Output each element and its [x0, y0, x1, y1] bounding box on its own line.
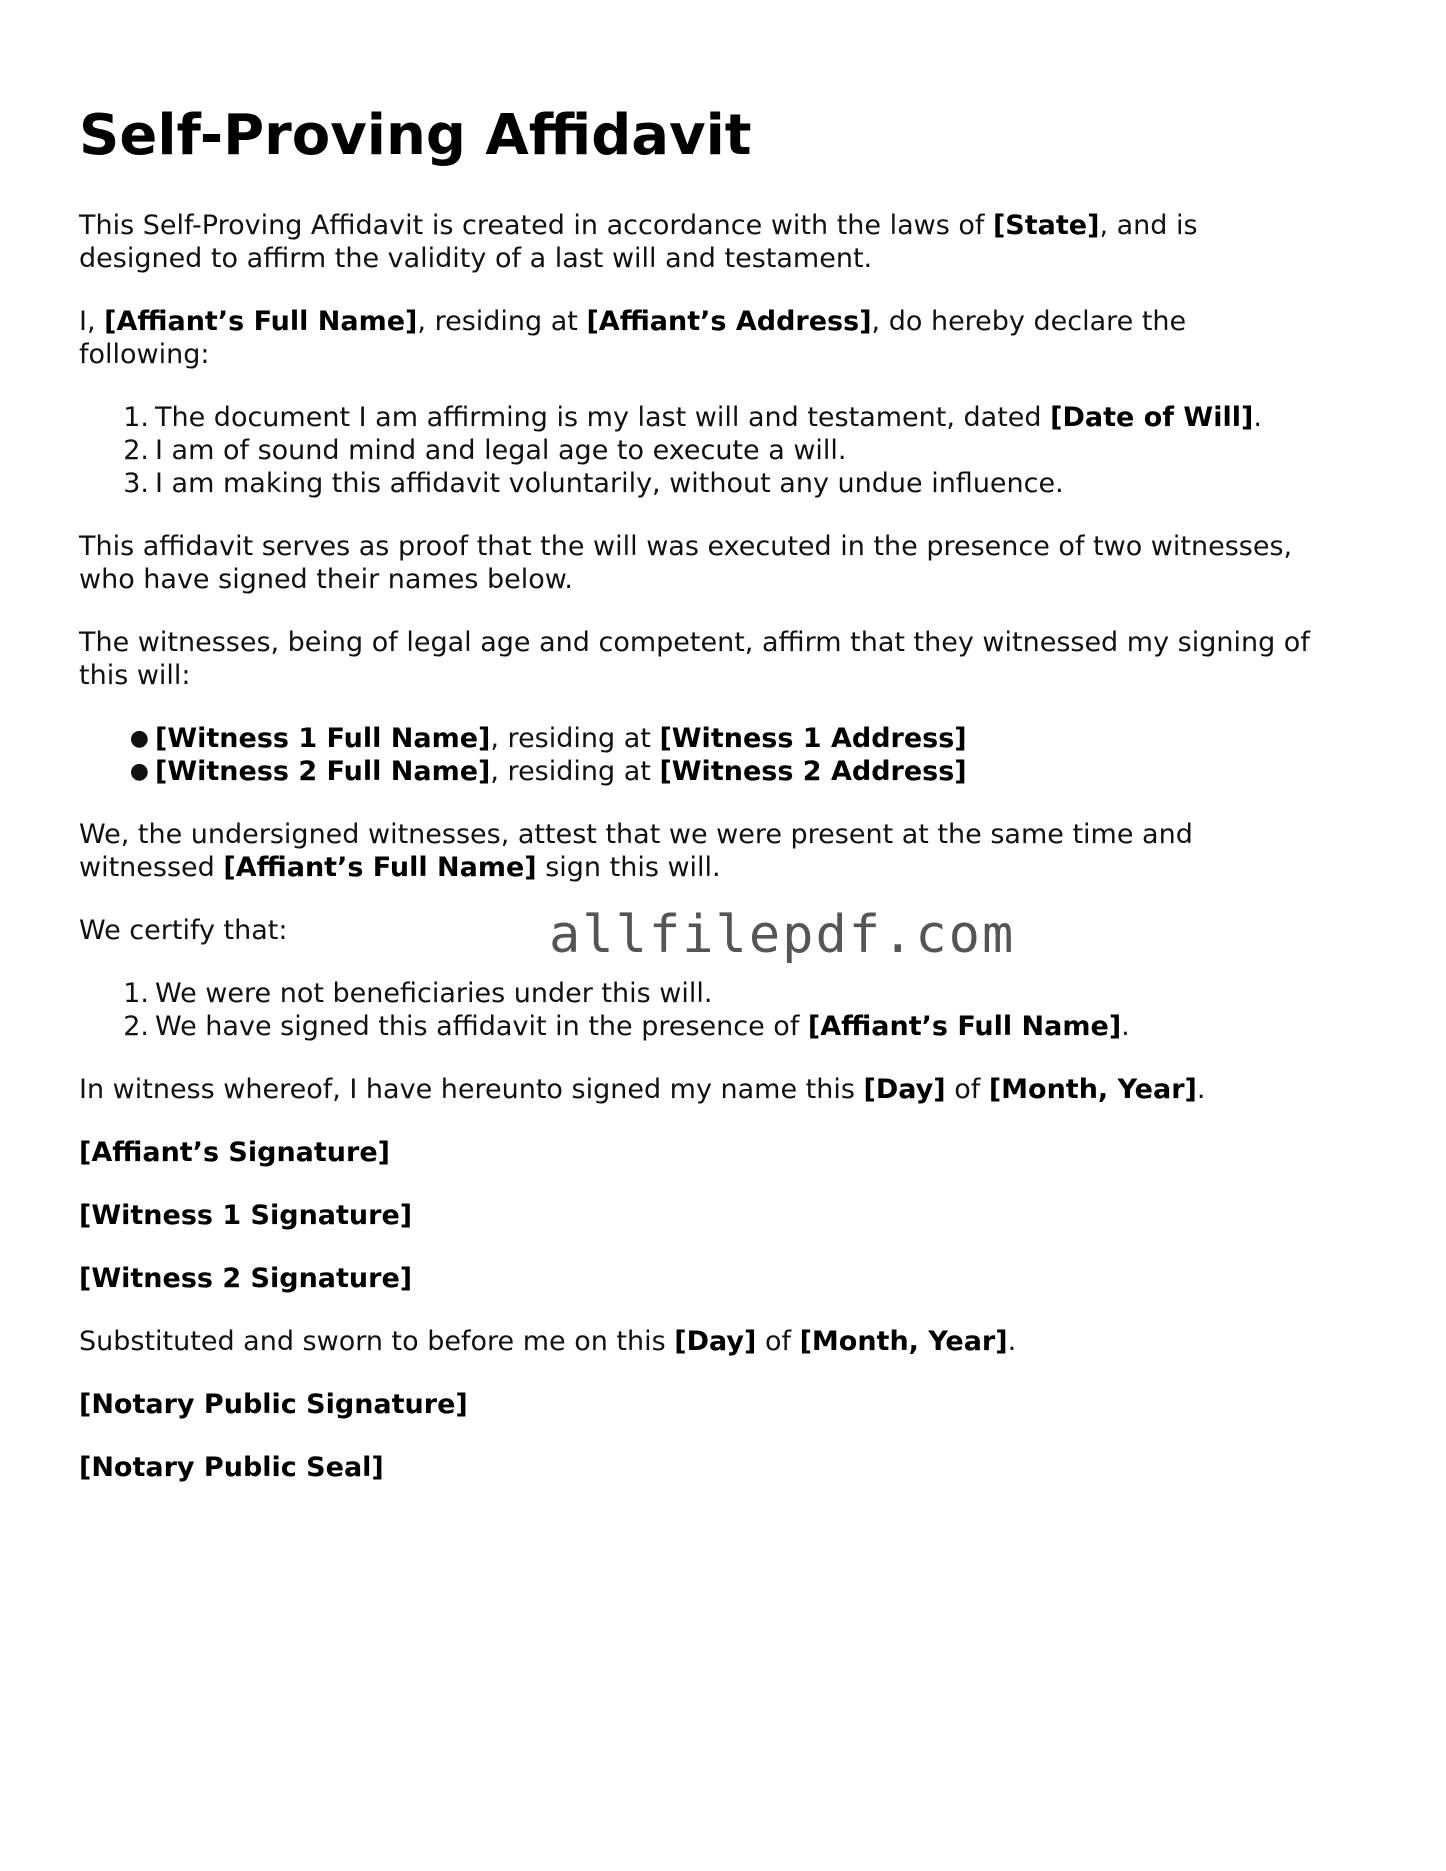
month-year-placeholder: [Month, Year]	[799, 1326, 1008, 1357]
notary-seal	[79, 1451, 384, 1485]
list-item	[113, 467, 1064, 501]
watermark: allfilepdf.com	[549, 905, 1016, 965]
sworn-line	[79, 1325, 1016, 1359]
month-year-placeholder: [Month, Year]	[988, 1074, 1197, 1105]
list-item-text: The document I am affirming is my last will and testament, dated	[155, 402, 1051, 433]
declaration-text: , do hereby declare the	[871, 306, 1187, 337]
list-item-text: I am making this affidavit voluntarily, without any undue influence.	[155, 468, 1064, 499]
bullet-icon: ●	[129, 726, 149, 751]
affiant-signature-placeholder: [Affiant’s Signature]	[79, 1137, 390, 1168]
notary-signature-placeholder: [Notary Public Signature]	[79, 1389, 468, 1420]
affiant-address-placeholder: [Affiant’s Address]	[586, 306, 872, 337]
day-placeholder: [Day]	[863, 1074, 946, 1105]
sworn-text: Substituted and sworn to before me on this	[79, 1326, 675, 1357]
witness2-signature-placeholder: [Witness 2 Signature]	[79, 1263, 413, 1294]
witness-text: , residing at	[490, 756, 660, 787]
attest-text: witnessed	[79, 852, 224, 883]
declaration-text: I,	[79, 306, 105, 337]
declaration-text: , residing at	[417, 306, 587, 337]
declaration-line1	[79, 305, 1186, 339]
list-item	[113, 434, 847, 468]
notary-seal-placeholder: [Notary Public Seal]	[79, 1452, 384, 1483]
state-placeholder: [State]	[992, 210, 1100, 241]
witness2-signature	[79, 1262, 412, 1296]
witness-list-item	[113, 755, 967, 791]
intro-paragraph-line1	[79, 209, 1198, 243]
list-marker: 2.	[123, 1011, 149, 1042]
list-item-text: We were not beneficiaries under this will.	[155, 978, 713, 1009]
list-item-text: We have signed this affidavit in the presence of	[155, 1011, 808, 1042]
affiant-signature	[79, 1136, 390, 1170]
list-marker: 3.	[123, 468, 149, 499]
witness-list-item	[113, 722, 967, 758]
affiant-name-placeholder: [Affiant’s Full Name]	[807, 1011, 1122, 1042]
witness2-name-placeholder: [Witness 2 Full Name]	[155, 756, 491, 787]
whereof-text: .	[1196, 1074, 1206, 1105]
witness-intro-line2: this will:	[79, 660, 191, 691]
proof-line1: This affidavit serves as proof that the will was executed in the presence of two witnesses,	[79, 531, 1293, 562]
whereof-text: In witness whereof, I have hereunto signed my name this	[79, 1074, 864, 1105]
sworn-text: .	[1007, 1326, 1017, 1357]
witness-text: , residing at	[490, 723, 660, 754]
witness1-name-placeholder: [Witness 1 Full Name]	[155, 723, 491, 754]
notary-signature	[79, 1388, 468, 1422]
intro-text: This Self-Proving Affidavit is created in accordance with the laws of	[79, 210, 993, 241]
sworn-text: of	[756, 1326, 800, 1357]
intro-paragraph-line2: designed to affirm the validity of a last will and testament.	[79, 243, 873, 274]
affiant-name-placeholder: [Affiant’s Full Name]	[104, 306, 418, 337]
proof-line2: who have signed their names below.	[79, 564, 573, 595]
whereof-line	[79, 1073, 1205, 1107]
bullet-icon: ●	[129, 759, 149, 784]
certify-list-item	[113, 1010, 1130, 1044]
list-item-tail: .	[1121, 1011, 1130, 1042]
day-placeholder: [Day]	[674, 1326, 757, 1357]
attest-line2	[79, 851, 721, 885]
witness-intro-line1: The witnesses, being of legal age and competent, affirm that they witnessed my signing of	[79, 627, 1310, 658]
witness1-signature-placeholder: [Witness 1 Signature]	[79, 1200, 413, 1231]
attest-line1: We, the undersigned witnesses, attest that we were present at the same time and	[79, 819, 1193, 850]
whereof-text: of	[945, 1074, 989, 1105]
document-title: Self-Proving Affidavit	[79, 103, 752, 168]
list-item-text: I am of sound mind and legal age to execute a will.	[155, 435, 847, 466]
intro-text-tail: , and is	[1099, 210, 1198, 241]
certify-heading: We certify that:	[79, 915, 288, 946]
list-item	[113, 401, 1262, 435]
list-marker: 2.	[123, 435, 149, 466]
list-marker: 1.	[123, 402, 149, 433]
witness2-address-placeholder: [Witness 2 Address]	[659, 756, 967, 787]
date-of-will-placeholder: [Date of Will]	[1050, 402, 1254, 433]
attest-text: sign this will.	[536, 852, 721, 883]
certify-list-item	[113, 977, 712, 1011]
witness1-address-placeholder: [Witness 1 Address]	[659, 723, 967, 754]
affiant-name-placeholder: [Affiant’s Full Name]	[223, 852, 537, 883]
declaration-line2: following:	[79, 339, 210, 370]
list-marker: 1.	[123, 978, 149, 1009]
witness1-signature	[79, 1199, 412, 1233]
list-item-tail: .	[1253, 402, 1262, 433]
